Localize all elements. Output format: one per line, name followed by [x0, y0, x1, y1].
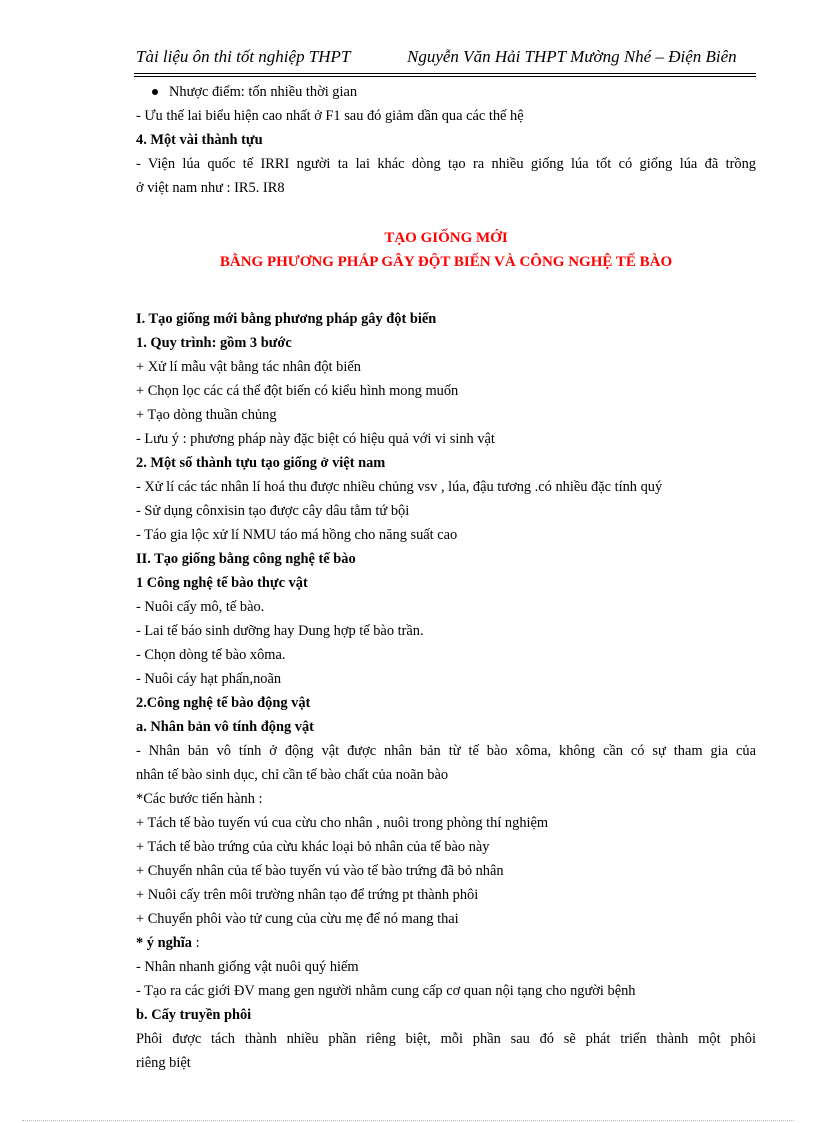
list-item: - Xử lí các tác nhân lí hoá thu được nhiều chủng vsv , lúa, đậu tương .có nhiều đặc tính quý	[136, 479, 663, 495]
text-line: - Nhân bản vô tính ở động vật được nhân bản từ tế bào xôma, không cần có sự tham gia của	[136, 743, 756, 759]
chapter-title-line2: BẰNG PHƯƠNG PHÁP GÂY ĐỘT BIẾN VÀ CÔNG NGHỆ TẾ BÀO	[219, 254, 673, 270]
list-item: + Chọn lọc các cá thể đột biến có kiểu hình mong muốn	[136, 383, 459, 399]
list-item: + Tách tế bào trứng của cừu khác loại bỏ nhân của tế bào này	[136, 839, 490, 855]
list-item: - Táo gia lộc xử lí NMU táo má hồng cho năng suất cao	[136, 527, 458, 543]
section-heading: II. Tạo giống bằng công nghệ tế bào	[136, 551, 356, 567]
subsection-heading: 2. Một số thành tựu tạo giống ở việt nam	[136, 455, 386, 471]
list-item: - Nuôi cáy hạt phấn,noãn	[136, 671, 282, 687]
subsection-heading: a. Nhân bản vô tính động vật	[136, 719, 314, 735]
header-doc-title: Tài liệu ôn thi tốt nghiệp THPT	[136, 47, 351, 66]
list-item: + Tạo dòng thuần chủng	[136, 407, 277, 423]
meaning-label-colon: :	[191, 935, 200, 951]
list-item: + Nuôi cấy trên môi trường nhân tạo để trứng pt thành phôi	[136, 887, 479, 903]
document-body	[136, 80, 756, 1075]
list-item: - Nhân nhanh giống vật nuôi quý hiếm	[136, 959, 359, 975]
subsection-heading: 1 Công nghệ tế bào thực vật	[136, 575, 308, 591]
section-heading: I. Tạo giống mới bằng phương pháp gây đột biến	[136, 311, 437, 327]
header-rule	[134, 73, 756, 77]
subsection-heading: 2.Công nghệ tế bào động vật	[136, 695, 311, 711]
bullet-item: Nhược điểm: tốn nhiều thời gian	[136, 80, 756, 104]
text-line: ở việt nam như : IR5. IR8	[136, 180, 285, 196]
text-line: Phôi được tách thành nhiều phần riêng biệt, mỗi phần sau đó sẽ phát triển thành một phôi	[136, 1031, 756, 1047]
chapter-title-line1: TẠO GIỐNG MỚI	[384, 230, 508, 246]
list-item: + Tách tế bào tuyến vú cua cừu cho nhân , nuôi trong phòng thí nghiệm	[136, 815, 549, 831]
page-header	[136, 47, 756, 73]
subsection-heading: b. Cấy truyền phôi	[136, 1007, 252, 1023]
list-item: - Lưu ý : phương pháp này đặc biệt có hiệu quả với vi sinh vật	[136, 431, 495, 447]
list-item: - Nuôi cấy mô, tế bào.	[136, 599, 265, 615]
list-item: - Sử dụng cônxisin tạo được cây dâu tằm tứ bội	[136, 503, 410, 519]
list-item: + Chuyển phôi vào tử cung của cừu mẹ để nó mang thai	[136, 911, 459, 927]
meaning-label	[136, 931, 756, 955]
subsection-heading: 1. Quy trình: gồm 3 bước	[136, 335, 292, 351]
header-author: Nguyễn Văn Hải THPT Mường Nhé – Điện Biên	[407, 47, 737, 66]
text-line: riêng biệt	[136, 1055, 191, 1071]
footer-rule	[22, 1120, 794, 1121]
steps-label: *Các bước tiến hành :	[136, 791, 263, 807]
meaning-label-text: * ý nghĩa	[136, 935, 192, 951]
text-line: nhân tế bào sinh dục, chỉ cần tế bào chất của noãn bào	[136, 767, 449, 783]
section-heading: 4. Một vài thành tựu	[136, 132, 263, 148]
list-item: - Lai tế báo sinh dưỡng hay Dung hợp tế bào trần.	[136, 623, 424, 639]
list-item: - Tạo ra các giới ĐV mang gen người nhằm cung cấp cơ quan nội tạng cho người bệnh	[136, 983, 636, 999]
list-item: - Chọn dòng tế bào xôma.	[136, 647, 286, 663]
list-item: + Chuyển nhân của tế bào tuyến vú vào tế bào trứng đã bỏ nhân	[136, 863, 504, 879]
list-item: + Xử lí mẫu vật bằng tác nhân đột biến	[136, 359, 361, 375]
text-line: - Ưu thế lai biểu hiện cao nhất ở F1 sau đó giảm dần qua các thế hệ	[136, 108, 524, 124]
bullet-dot-icon	[152, 89, 158, 95]
text-line: - Viện lúa quốc tế IRRI người ta lai khác dòng tạo ra nhiều giống lúa tốt có giống lúa đã trồng	[136, 156, 756, 172]
